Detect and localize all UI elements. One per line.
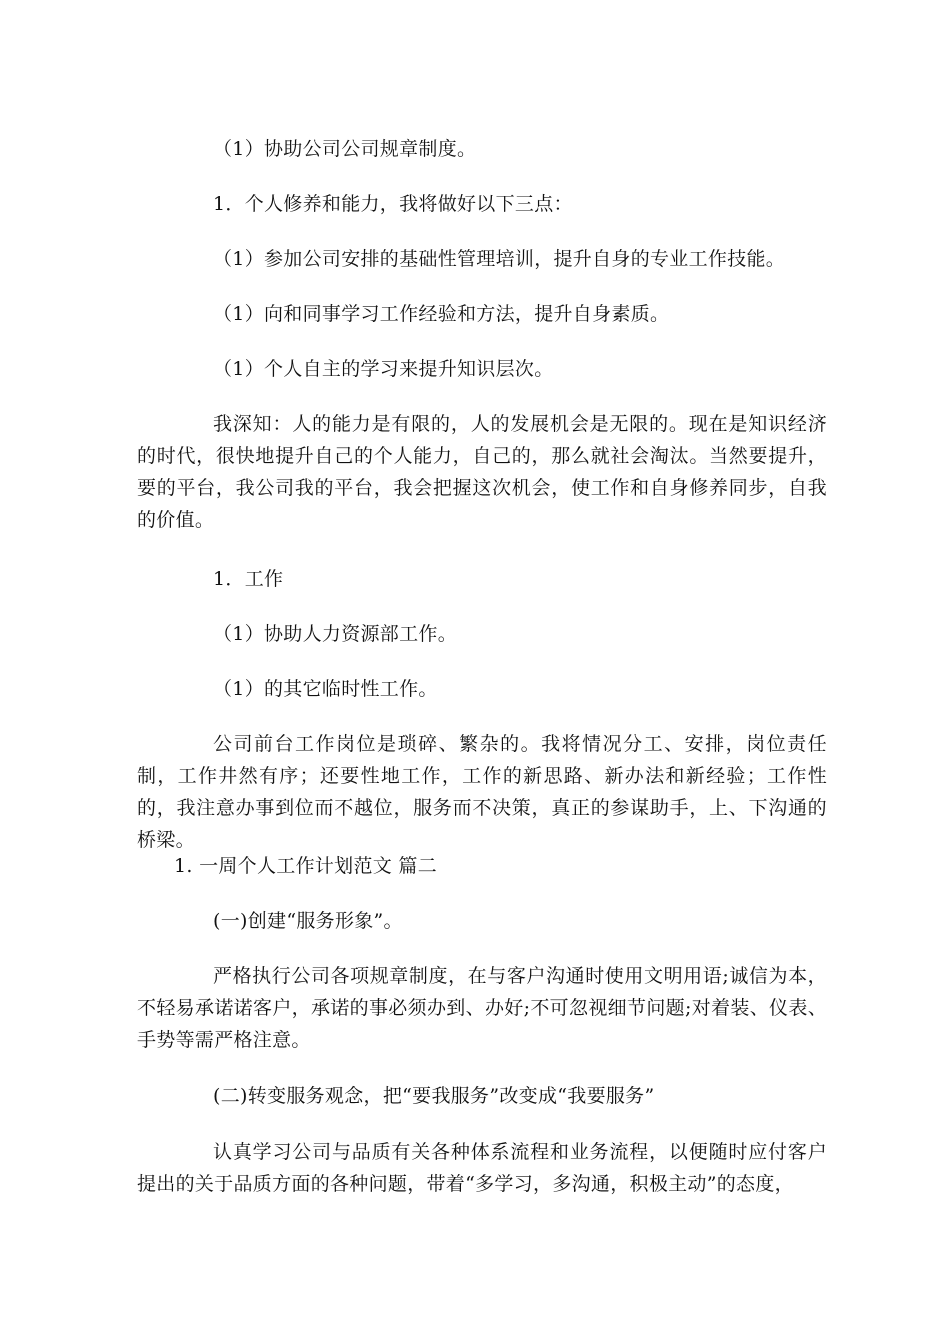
paragraph-text: 我深知：人的能力是有限的，人的发展机会是无限的。现在是知识经济的时代，很快地提升自己的个人能力，自己的，那么就社会淘汰。当然要提升，要的平台，我公司我的平台，我会把握这次机会，使工作和自身修养同步，自我的价值。 (137, 413, 827, 531)
paragraph (137, 728, 827, 856)
paragraph-text: 认真学习公司与品质有关各种体系流程和业务流程，以便随时应付客户提出的关于品质方面的各种问题，带着“多学习，多沟通，积极主动”的态度， (137, 1141, 827, 1195)
section-heading: 1．工作 (213, 568, 284, 590)
paragraph (137, 960, 827, 1056)
paragraph (137, 408, 827, 536)
list-item: （1）参加公司安排的基础性管理培训，提升自身的专业工作技能。 (213, 248, 786, 270)
subheading: (一)创建“服务形象”。 (213, 910, 403, 932)
list-item: （1）协助人力资源部工作。 (213, 623, 457, 645)
list-item: 1．个人修养和能力，我将做好以下三点： (213, 193, 573, 215)
list-item: （1）协助公司公司规章制度。 (213, 138, 477, 160)
subheading: (二)转变服务观念，把“要我服务”改变成“我要服务” (213, 1085, 655, 1107)
paragraph-text: 公司前台工作岗位是琐碎、繁杂的。我将情况分工、安排，岗位责任制，工作井然有序；还要性地工作，工作的新思路、新办法和新经验；工作性的，我注意办事到位而不越位，服务而不决策，真正的参谋助手，上、下沟通的桥梁。 (137, 733, 827, 851)
paragraph-text: 严格执行公司各项规章制度，在与客户沟通时使用文明用语;诚信为本，不轻易承诺诺客户，承诺的事必须办到、办好;不可忽视细节问题;对着装、仪表、手势等需严格注意。 (137, 965, 827, 1051)
list-item: （1）的其它临时性工作。 (213, 678, 438, 700)
paragraph (137, 1136, 827, 1200)
list-item: （1）向和同事学习工作经验和方法，提升自身素质。 (213, 303, 670, 325)
list-item: （1）个人自主的学习来提升知识层次。 (213, 358, 554, 380)
section-title: 1. 一周个人工作计划范文 篇二 (174, 855, 438, 877)
